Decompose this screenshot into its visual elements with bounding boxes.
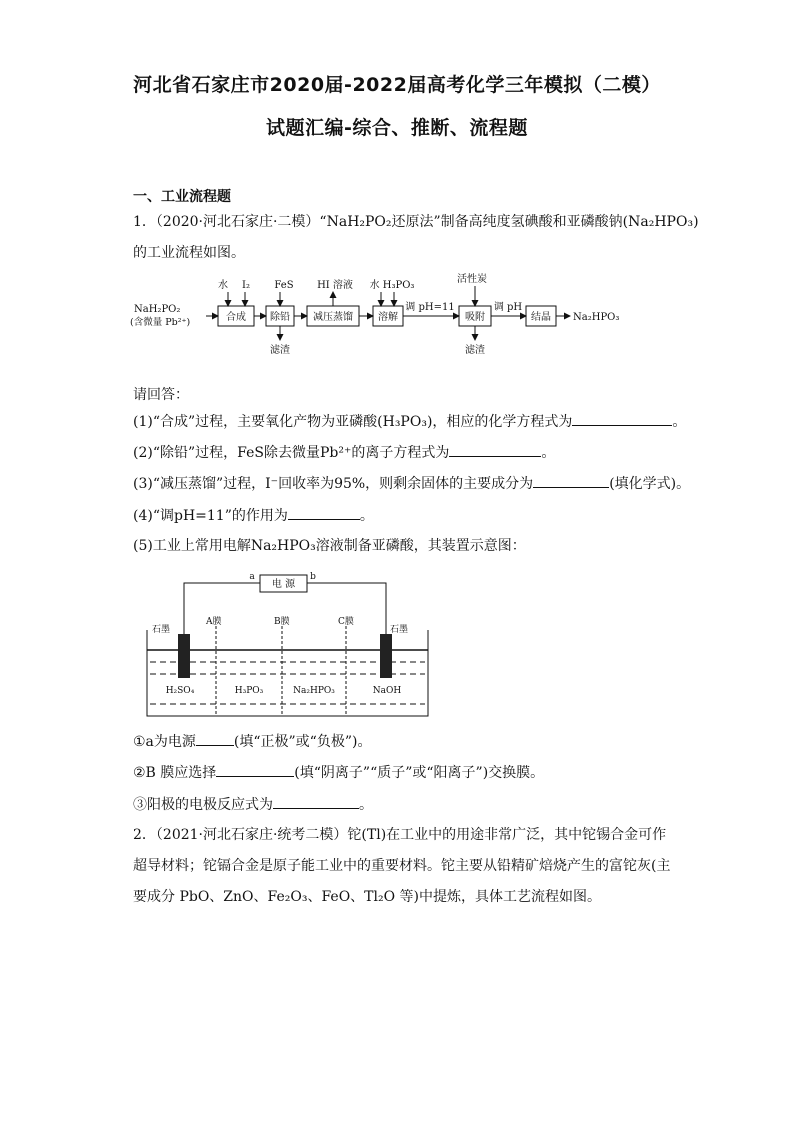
- q1-please-answer: 请回答：: [133, 387, 189, 403]
- terminal-a-label: a: [249, 572, 255, 582]
- q1-part5-item3: [133, 794, 373, 815]
- q1-c3-text: ③阳极的电极反应式为: [133, 797, 273, 813]
- q1-c2-end: (填“阴离子”“质子”或“阳离子”)交换膜。: [294, 765, 545, 781]
- right-graphite-electrode: [380, 634, 392, 678]
- solution-na2hpo3: Na₂HPO₃: [293, 686, 335, 696]
- electrolysis-cell-diagram: [140, 566, 435, 721]
- answer-blank-1[interactable]: [572, 411, 672, 426]
- flow-input-water-h3po3: 水 H₃PO₃: [369, 280, 415, 291]
- q1-c2-text: ②B 膜应选择: [133, 765, 217, 781]
- q1-intro-line1: 1．（2020·河北石家庄·二模）“NaH₂PO₂还原法”制备高纯度氢碘酸和亚磷酸钠(Na₂HPO₃): [133, 214, 699, 230]
- q1-s3-end: (填化学式)。: [609, 476, 691, 492]
- document-title-line2: 试题汇编-综合、推断、流程题: [266, 117, 528, 139]
- flow-input-iodine: I₂: [242, 280, 250, 291]
- q1-part5-item2: [133, 762, 544, 783]
- q1-c3-end: 。: [359, 797, 373, 813]
- flow-residue-1: 滤渣: [270, 345, 290, 356]
- flow-box-synthesis: 合成: [226, 312, 246, 323]
- q1-part5-item1: [133, 731, 371, 752]
- answer-blank-2[interactable]: [449, 442, 541, 457]
- q2-line1: 2．（2021·河北石家庄·统考二模）铊(Tl)在工业中的用途非常广泛，其中铊锡合金可作: [133, 827, 667, 843]
- flow-input-fes: FeS: [274, 280, 294, 291]
- q1-c1-text: ①a为电源: [133, 734, 196, 750]
- q1-subquestion-2: [133, 442, 555, 463]
- flow-label-ph: 调 pH: [493, 302, 523, 313]
- flow-label-ph11: 调 pH=11: [405, 302, 455, 313]
- flow-box-crystallize: 结晶: [531, 312, 551, 323]
- flow-residue-2: 滤渣: [465, 345, 485, 356]
- q2-line3: 要成分 PbO、ZnO、Fe₂O₃、FeO、Tl₂O 等)中提炼，具体工艺流程如图。: [133, 889, 601, 905]
- flow-product: Na₂HPO₃: [573, 312, 620, 323]
- flow-box-dissolve: 溶解: [378, 312, 398, 323]
- terminal-b-label: b: [310, 572, 316, 582]
- q1-s1-text: (1)“合成”过程，主要氧化产物为亚磷酸(H₃PO₃)，相应的化学方程式为: [133, 414, 573, 430]
- power-supply-label: 电 源: [271, 579, 296, 590]
- q1-s4-text: (4)“调pH=11”的作用为: [133, 508, 288, 524]
- solution-h2so4: H₂SO₄: [165, 686, 195, 696]
- q1-subquestion-1: [133, 411, 686, 432]
- solution-naoh: NaOH: [372, 686, 402, 696]
- flow-output-hi: HI 溶液: [317, 280, 353, 291]
- q1-subquestion-5: (5)工业上常用电解Na₂HPO₃溶液制备亚磷酸，其装置示意图：: [133, 538, 526, 554]
- answer-blank-6[interactable]: [216, 762, 294, 777]
- q1-s4-end: 。: [359, 508, 374, 524]
- answer-blank-3[interactable]: [533, 473, 609, 488]
- answer-blank-5[interactable]: [196, 731, 234, 746]
- flow-box-lead-removal: 除铅: [270, 312, 290, 323]
- q1-intro-line2: 的工业流程如图。: [133, 245, 245, 261]
- section-heading: 一、工业流程题: [133, 189, 231, 205]
- membrane-c-label: C膜: [338, 617, 354, 627]
- flow-feed-note: (含微量 Pb²⁺): [130, 317, 191, 328]
- q1-subquestion-4: [133, 505, 374, 526]
- flow-input-water: 水: [218, 280, 228, 291]
- answer-blank-7[interactable]: [273, 794, 359, 809]
- flow-box-vacuum-distillation: 减压蒸馏: [313, 312, 353, 323]
- q1-s1-end: 。: [672, 414, 687, 430]
- membrane-b-label: B膜: [274, 617, 290, 627]
- q1-subquestion-3: [133, 473, 690, 494]
- answer-blank-4[interactable]: [288, 505, 360, 520]
- flow-feed-label: NaH₂PO₂: [134, 304, 181, 315]
- membrane-a-label: A膜: [206, 617, 222, 627]
- left-electrode-label: 石墨: [152, 625, 171, 635]
- q2-line2: 超导材料；铊镉合金是原子能工业中的重要材料。铊主要从铅精矿焙烧产生的富铊灰(主: [133, 858, 671, 874]
- process-flow-diagram: [130, 268, 630, 363]
- q1-s2-end: 。: [541, 445, 556, 461]
- q1-s3-text: (3)“减压蒸馏”过程，I⁻回收率为95%，则剩余固体的主要成分为: [133, 476, 534, 492]
- document-title-line1: 河北省石家庄市2020届-2022届高考化学三年模拟（二模）: [133, 74, 661, 96]
- solution-h3po3: H₃PO₃: [234, 686, 264, 696]
- q1-c1-end: (填“正极”或“负极”)。: [233, 734, 372, 750]
- right-electrode-label: 石墨: [390, 625, 409, 635]
- left-graphite-electrode: [178, 634, 190, 678]
- q1-s2-text: (2)“除铅”过程，FeS除去微量Pb²⁺的离子方程式为: [133, 445, 450, 461]
- flow-box-adsorb: 吸附: [465, 312, 485, 323]
- flow-input-carbon: 活性炭: [457, 274, 487, 285]
